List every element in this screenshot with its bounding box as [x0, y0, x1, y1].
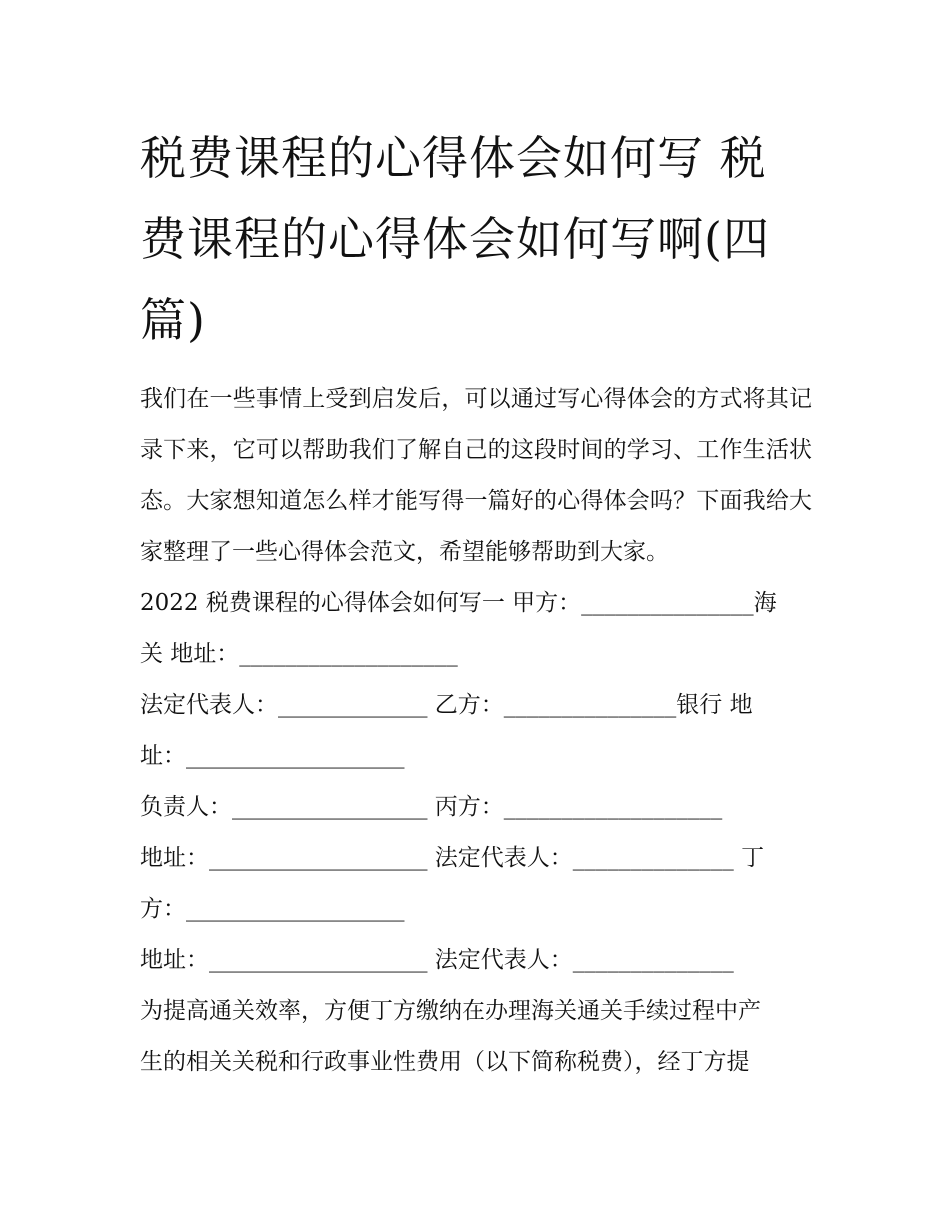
body-line: 地址：___________________ 法定代表人：______________ 丁 [140, 845, 765, 871]
contract-body [140, 578, 812, 1088]
body-line: 负责人：_________________ 丙方：___________________ [140, 794, 723, 820]
document-title: 税费课程的心得体会如何写 税费课程的心得体会如何写啊(四篇) [140, 131, 770, 347]
document-page [140, 118, 812, 1088]
body-line: 为提高通关效率，方便丁方缴纳在办理海关通关手续过程中产 [140, 998, 761, 1024]
body-line: 地址：___________________ 法定代表人：______________ [140, 947, 734, 973]
body-line: 2022 税费课程的心得体会如何写一 甲方：_______________海 [140, 590, 777, 616]
body-line: 址：___________________ [140, 743, 405, 769]
body-line: 法定代表人：_____________ 乙方：_______________银行 地 [140, 692, 753, 718]
body-line: 生的相关关税和行政事业性费用（以下简称税费），经丁方提 [140, 1049, 750, 1075]
body-line: 方：___________________ [140, 896, 405, 922]
body-line: 关 地址：___________________ [140, 641, 458, 667]
intro-paragraph: 我们在一些事情上受到启发后，可以通过写心得体会的方式将其记录下来，它可以帮助我们了解自己的这段时间的学习、工作生活状态。大家想知道怎么样才能写得一篇好的心得体会吗？下面我给大家整理了一些心得体会范文，希望能够帮助到大家。 [140, 386, 812, 565]
